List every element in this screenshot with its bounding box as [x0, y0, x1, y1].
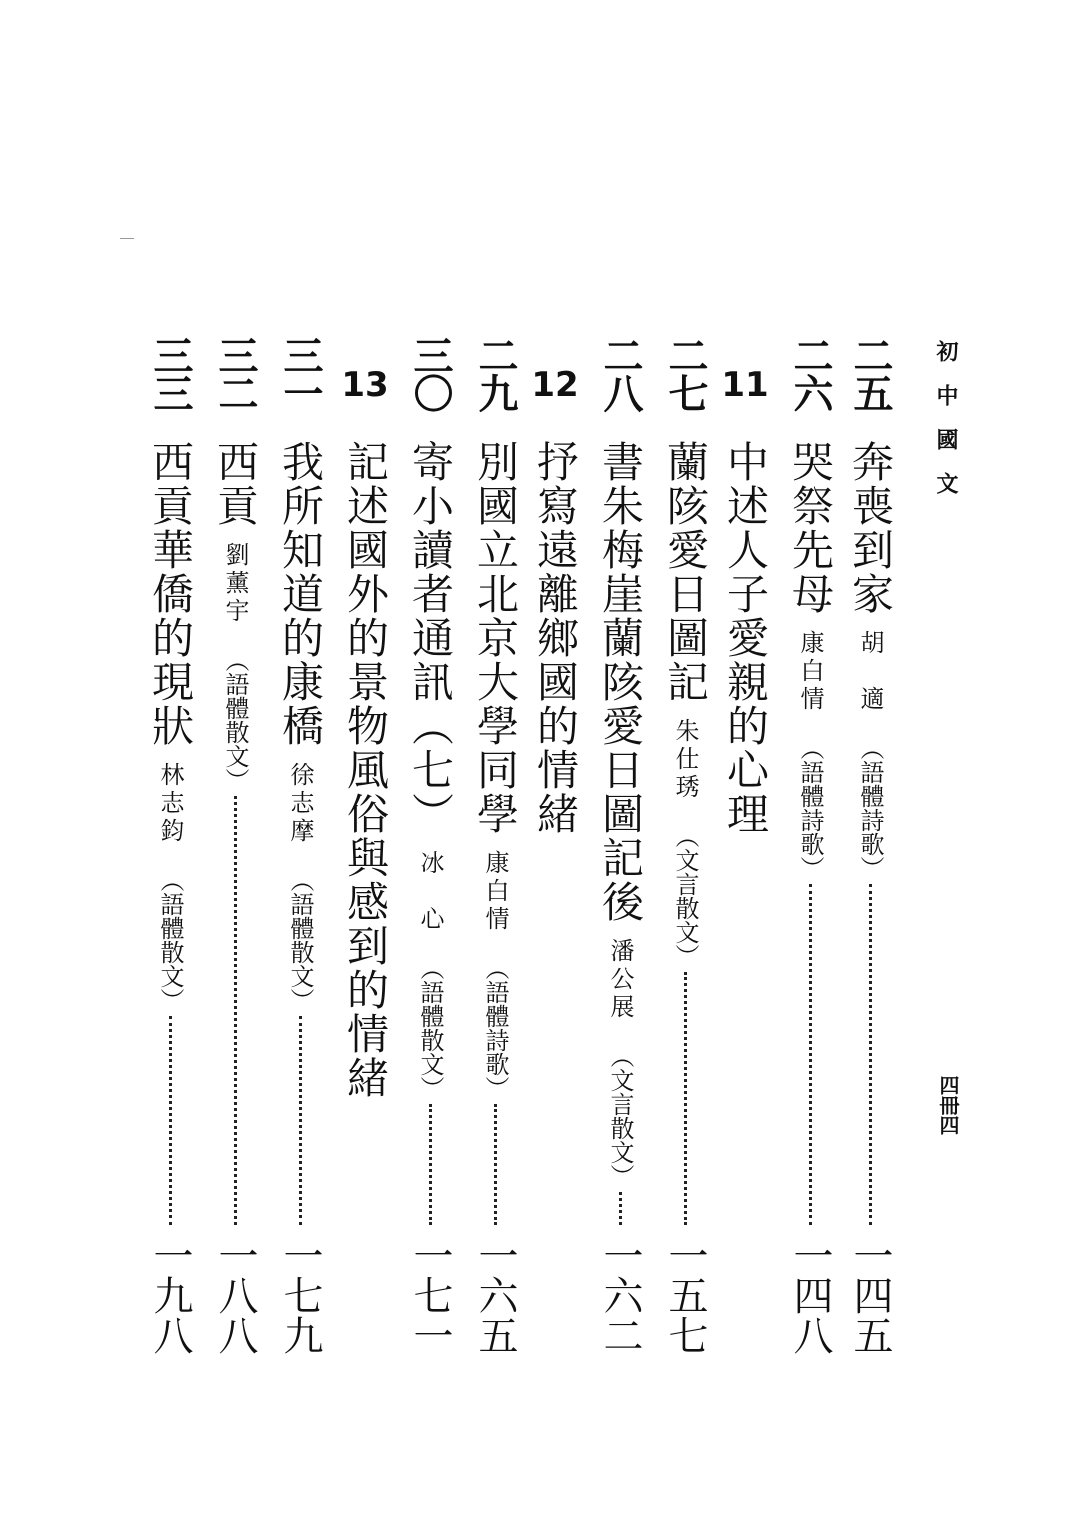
lesson-title: 蘭陔愛日圖記 [661, 440, 710, 704]
lesson-number: 二七 [662, 335, 709, 411]
genre: （文言散文） [606, 1044, 634, 1188]
section-title: 抒寫遠離鄉國的情緒 [531, 440, 580, 836]
toc-entry [467, 335, 523, 1355]
dot-leader [809, 884, 812, 1225]
lesson-title: 書朱梅崖蘭陔愛日圖記後 [596, 440, 645, 924]
author: 劉薰宇 [221, 542, 249, 626]
lesson-number: 三〇 [407, 335, 454, 411]
page-number: 一六二 [597, 1235, 643, 1355]
genre: （語體散文） [286, 868, 314, 1012]
running-header-page: 四冊四 [936, 1075, 960, 1135]
running-header-title: 初中國文 [933, 340, 959, 516]
scan-mark [120, 238, 134, 239]
lesson-title: 奔喪到家 [846, 440, 895, 616]
author: 康白情 [481, 850, 509, 934]
author: 朱仕琇 [671, 718, 699, 802]
toc-entry [782, 335, 838, 1355]
page-number: 一七一 [407, 1235, 453, 1355]
lesson-number: 二六 [787, 335, 834, 411]
toc-entry [657, 335, 713, 1355]
dot-leader [429, 1104, 432, 1225]
dot-leader [869, 884, 872, 1225]
toc-entry [592, 335, 648, 1355]
page-number: 一七九 [277, 1235, 323, 1355]
author: 冰 心 [416, 850, 444, 934]
lesson-number: 三二 [212, 335, 259, 411]
dot-leader [299, 1016, 302, 1225]
dot-leader [234, 796, 237, 1225]
page-number: 一四八 [787, 1235, 833, 1355]
author: 潘公展 [606, 938, 634, 1022]
toc-entry [142, 335, 198, 1355]
section-number: 11 [721, 365, 769, 405]
section-title: 記述國外的景物風俗與感到的情緒 [341, 440, 390, 1100]
toc-entry [842, 335, 898, 1355]
lesson-title: 別國立北京大學同學 [471, 440, 520, 836]
dot-leader [494, 1104, 497, 1225]
lesson-title: 西貢 [211, 440, 260, 528]
page-number: 一六五 [472, 1235, 518, 1355]
genre: （語體散文） [221, 648, 249, 792]
genre: （語體詩歌） [856, 736, 884, 880]
toc-section-heading [337, 335, 393, 1355]
section-number: 13 [341, 365, 389, 405]
page-number: 一四五 [847, 1235, 893, 1355]
author: 康白情 [796, 630, 824, 714]
page-number: 一九八 [147, 1235, 193, 1355]
dot-leader [684, 972, 687, 1225]
lesson-number: 二八 [597, 335, 644, 411]
author: 林志鈞 [156, 762, 184, 846]
page-number: 一八八 [212, 1235, 258, 1355]
genre: （語體詩歌） [481, 956, 509, 1100]
toc-entry [402, 335, 458, 1355]
toc-entry [272, 335, 328, 1355]
section-number: 12 [531, 365, 579, 405]
dot-leader [619, 1192, 622, 1225]
lesson-title: 我所知道的康橋 [276, 440, 325, 748]
toc-entry [207, 335, 263, 1355]
lesson-title: 西貢華僑的現狀 [146, 440, 195, 748]
lesson-number: 三一 [277, 335, 324, 411]
lesson-title: 寄小讀者通訊（七） [406, 440, 455, 836]
section-title: 中述人子愛親的心理 [721, 440, 770, 836]
genre: （文言散文） [671, 824, 699, 968]
author: 徐志摩 [286, 762, 314, 846]
toc-section-heading [527, 335, 583, 1355]
genre: （語體詩歌） [796, 736, 824, 880]
lesson-number: 三三 [147, 335, 194, 411]
dot-leader [169, 1016, 172, 1225]
genre: （語體散文） [416, 956, 444, 1100]
page-number: 一五七 [662, 1235, 708, 1355]
lesson-number: 二九 [472, 335, 519, 411]
lesson-number: 二五 [847, 335, 894, 411]
genre: （語體散文） [156, 868, 184, 1012]
author: 胡 適 [856, 630, 884, 714]
lesson-title: 哭祭先母 [786, 440, 835, 616]
toc-section-heading [717, 335, 773, 1355]
